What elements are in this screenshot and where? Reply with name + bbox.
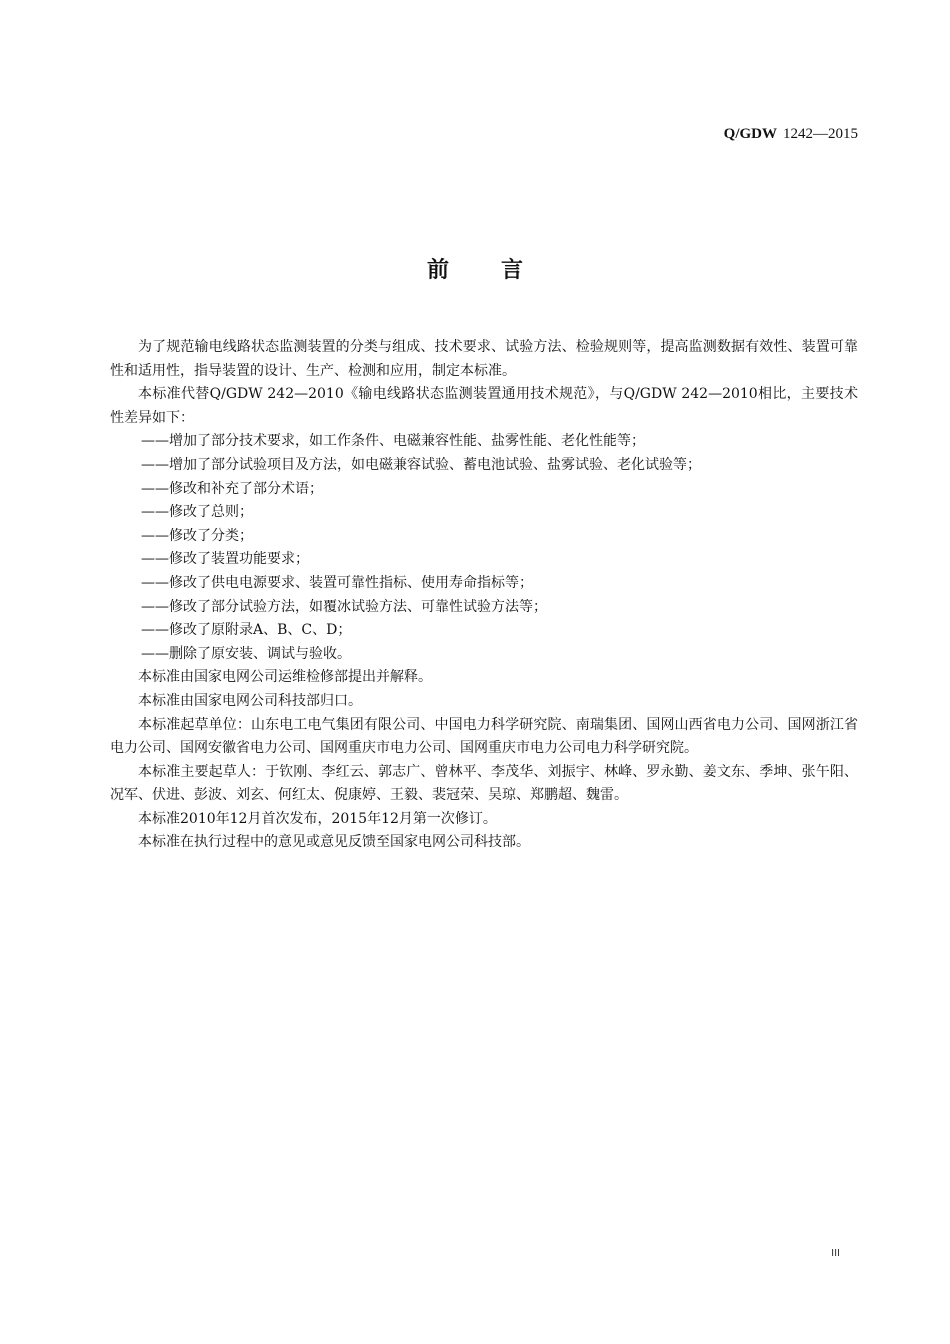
change-item: ——修改了装置功能要求； — [141, 551, 309, 568]
change-item: ——增加了部分技术要求，如工作条件、电磁兼容性能、盐雾性能、老化性能等； — [141, 433, 645, 450]
document-code — [724, 124, 858, 144]
proposer-paragraph: 本标准由国家电网公司运维检修部提出并解释。 — [138, 669, 432, 686]
change-item: ——修改了原附录A、B、C、D； — [141, 622, 352, 639]
change-item: ——修改了总则； — [141, 504, 253, 521]
feedback-paragraph: 本标准在执行过程中的意见或意见反馈至国家电网公司科技部。 — [138, 834, 530, 851]
change-item: ——删除了原安装、调试与验收。 — [141, 645, 351, 662]
change-item: ——增加了部分试验项目及方法，如电磁兼容试验、蓄电池试验、盐雾试验、老化试验等； — [141, 456, 701, 473]
change-item: ——修改和补充了部分术语； — [141, 480, 323, 497]
replacement-paragraph: 本标准代替Q/GDW 242—2010《输电线路状态监测装置通用技术规范》，与Q/GDW 242—2010相比，主要技术性差异如下： — [110, 386, 858, 426]
release-history-paragraph: 本标准2010年12月首次发布，2015年12月第一次修订。 — [138, 810, 497, 827]
drafting-units-paragraph: 本标准起草单位：山东电工电气集团有限公司、中国电力科学研究院、南瑞集团、国网山西省电力公司、国网浙江省电力公司、国网安徽省电力公司、国网重庆市电力公司、国网重庆市电力公司电力科学研究院。 — [110, 716, 858, 757]
administrator-paragraph: 本标准由国家电网公司科技部归口。 — [138, 692, 362, 709]
drafters-paragraph: 本标准主要起草人：于钦刚、李红云、郭志广、曾林平、李茂华、刘振宇、林峰、罗永勤、姜文东、季坤、张午阳、况军、伏进、彭波、刘玄、何红太、倪康婷、王毅、裴冠荣、吴琼、郑鹏超、魏雷。 — [110, 763, 858, 804]
standard-number: 1242—2015 — [783, 126, 858, 142]
change-item: ——修改了分类； — [141, 527, 253, 544]
foreword-body — [110, 336, 858, 855]
intro-paragraph: 为了规范输电线路状态监测装置的分类与组成、技术要求、试验方法、检验规则等，提高监测数据有效性、装置可靠性和适用性，指导装置的设计、生产、检测和应用，制定本标准。 — [110, 339, 858, 379]
change-item: ——修改了供电电源要求、装置可靠性指标、使用寿命指标等； — [141, 574, 533, 591]
page-title: 前言 — [426, 258, 575, 283]
change-item: ——修改了部分试验方法，如覆冰试验方法、可靠性试验方法等； — [141, 598, 547, 615]
page-number: III — [831, 1248, 840, 1259]
standard-prefix: Q/GDW — [723, 126, 777, 142]
